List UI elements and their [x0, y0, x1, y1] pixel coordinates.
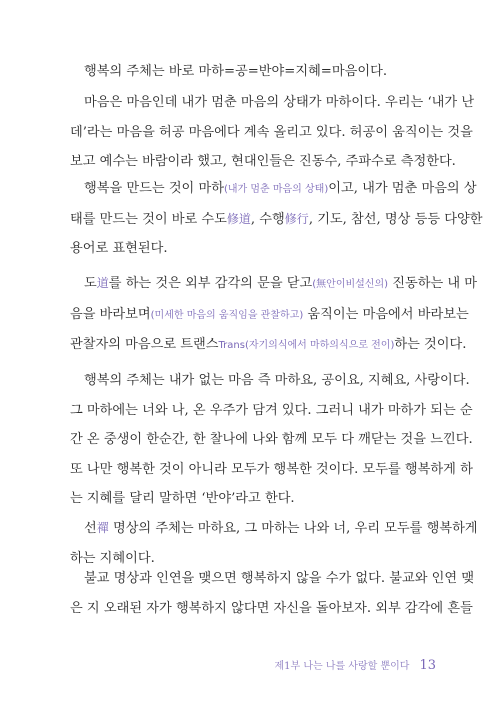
text-line	[70, 594, 473, 624]
text-run: 는 지혜를 달리 말하면 ‘반야’라고 한다.	[70, 491, 295, 506]
text-line	[70, 514, 478, 544]
text-line	[70, 455, 473, 485]
text-run: 이고, 내가 멈춘 마음의 상	[328, 181, 477, 196]
text-run: 도	[84, 276, 97, 291]
hanja-annotation: 禪	[96, 521, 109, 535]
text-run: 하는 지혜이다.	[70, 550, 155, 566]
text-run: 보고 예수는 바람이라 했고, 현대인들은 진동수, 주파수로 측정한다.	[70, 154, 456, 169]
text-run: , 수행	[250, 211, 285, 227]
text-run: 마음은 마음인데 내가 멈춘 마음의 상태가 마하이다. 우리는 ‘내가 난	[84, 95, 475, 110]
text-run: 불교 명상과 인연을 맺으면 행복하지 않을 수가 없다. 불교와 인연 맺	[84, 571, 475, 586]
text-run: 관찰자의 마음으로 트랜스	[70, 337, 219, 352]
text-run: 명상의 주체는 마하요, 그 마하는 나와 너, 우리 모두를 행복하게	[108, 521, 478, 536]
paragraph-7	[70, 564, 475, 623]
text-run: 움직이는 마음에서 바라보는	[303, 306, 469, 322]
text-run: 행복의 주체는 바로 마하=공=반야=지혜=마음이다.	[84, 64, 388, 79]
paragraph-5	[70, 366, 473, 514]
text-line	[70, 57, 430, 87]
text-run: 또 나만 행복한 것이 아니라 모두가 행복한 것이다. 모두를 행복하게 하	[70, 461, 473, 477]
page-footer	[0, 657, 436, 673]
text-run: 태를 만드는 것이 바로 수도	[70, 211, 227, 227]
text-run: 를 하는 것은 외부 감각의 문을 닫고	[108, 276, 313, 291]
text-line	[70, 564, 475, 594]
text-run: 데’라는 마음을 허공 마음에다 계속 올리고 있다. 허공이 움직이는 것을	[70, 124, 473, 140]
text-line	[70, 484, 430, 514]
text-line	[70, 425, 473, 455]
gloss-annotation: (내가 멈춘 마음의 상태)	[223, 184, 329, 195]
text-run: 진동하는 내 마	[388, 276, 478, 291]
text-run: 선	[84, 521, 97, 536]
page-number: 13	[419, 658, 436, 673]
text-line	[70, 269, 478, 300]
running-title: 제1부 나는 나를 사랑할 뿐이다	[274, 661, 410, 672]
text-run: 하는 것이다.	[394, 337, 467, 352]
text-line	[70, 147, 456, 177]
paragraph-2	[70, 88, 475, 177]
text-run: 그 마하에는 너와 나, 온 우주가 담겨 있다. 그러니 내가 마하가 되는 순	[70, 402, 473, 418]
gloss-annotation: (無안이비설신의)	[312, 279, 389, 290]
text-line	[70, 366, 470, 396]
paragraph-3	[70, 174, 483, 264]
paragraph-1	[70, 57, 430, 87]
text-line	[70, 174, 477, 205]
hanja-annotation: 修道	[226, 211, 251, 226]
text-line	[70, 234, 430, 264]
text-run: 행복의 주체는 내가 없는 마음 즉 마하요, 공이요, 지혜요, 사랑이다.	[84, 373, 470, 388]
hanja-annotation: 道	[96, 276, 109, 290]
hanja-annotation: 修行	[284, 211, 309, 226]
text-run: 행복을 만드는 것이 마하	[84, 181, 224, 196]
text-run: 간 온 중생이 한순간, 한 찰나에 나와 함께 모두 다 깨닫는 것을 느낀다.	[70, 432, 473, 447]
gloss-annotation: (미세한 마음의 움직임을 관찰하고)	[150, 309, 304, 321]
paragraph-4	[70, 269, 478, 361]
text-line	[70, 118, 473, 148]
text-run: 용어로 표현된다.	[70, 241, 168, 256]
gloss-annotation: Trans(자기의식에서 마하의식으로 전이)	[218, 340, 395, 351]
text-line	[70, 300, 469, 331]
text-line	[70, 88, 475, 118]
text-run: , 기도, 참선, 명상 등등 다양한	[308, 211, 483, 227]
text-line	[70, 330, 467, 361]
text-line	[70, 396, 473, 426]
text-line	[70, 205, 483, 235]
text-run: 은 지 오래된 자가 행복하지 않다면 자신을 돌아보자. 외부 감각에 흔들	[70, 600, 473, 616]
text-run: 음을 바라보며	[70, 306, 151, 322]
